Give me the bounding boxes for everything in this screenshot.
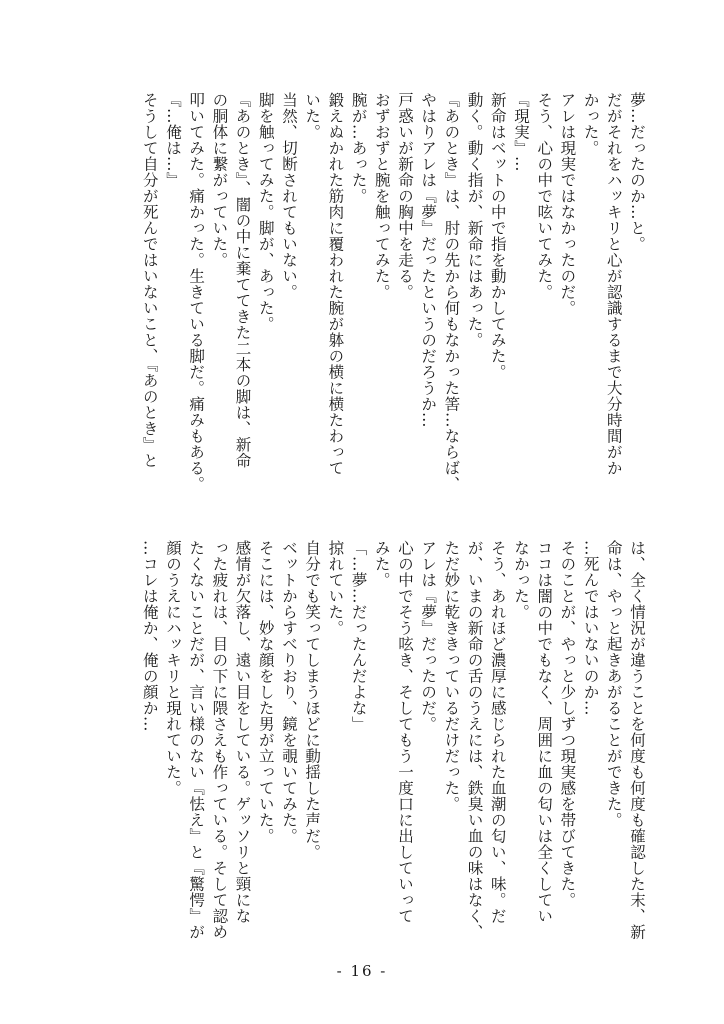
text-line: おずおずと腕を触ってみた。 — [372, 92, 391, 300]
text-line: そうして自分が死んではいないこと、『あのとき』と — [140, 92, 159, 469]
text-line: みた。 — [372, 540, 391, 588]
text-line: は、全く情況が違うことを何度も何度も確認した末、新 — [628, 540, 646, 940]
text-line: いた。 — [303, 92, 322, 140]
text-line: の胴体に繋がっていた。 — [210, 92, 229, 268]
text-line: 自分でも笑ってしまうほどに動揺した声だ。 — [303, 540, 322, 860]
text-line: 当然、切断されてもいない。 — [279, 92, 298, 300]
text-line: そのことが、やっと少しずつ現実感を帯びてきた。 — [558, 540, 577, 908]
text-line: 「…夢…だったんだよな」 — [349, 540, 368, 732]
text-line: 心の中でそう呟き、そしてもう一度口に出していって — [395, 540, 414, 924]
text-line: たくないことだが、言い様のない『怯え』と『驚愕』が — [187, 540, 206, 940]
text-line: 鍛えぬかれた筋肉に覆われた腕が躰の横に横たわって — [326, 92, 345, 476]
text-line: 腕が…あった。 — [349, 92, 368, 204]
text-line: そう、心の中で呟いてみた。 — [535, 92, 554, 300]
text-line: ココは闇の中でもなく、周囲に血の匂いは全くしてい — [535, 540, 554, 924]
text-line: だがそれをハッキリと心が認識するまで大分時間がか — [604, 92, 623, 476]
text-line: った疲れは、目の下に隈さえも作っている。そして認め — [210, 540, 229, 940]
text-line: 叩いてみた。痛かった。生きている脚だ。痛みもある。 — [187, 92, 206, 492]
text-line: 夢…だったのか…と。 — [628, 92, 646, 252]
text-line: そう、あれほど濃厚に感じられた血潮の匂い、味。だ — [488, 540, 507, 924]
text-line: 命は、やっと起きあがることができた。 — [604, 540, 623, 828]
text-line: そこには、妙な顔をした男が立っていた。 — [256, 540, 275, 844]
text-line: アレは現実ではなかったのだ。 — [558, 92, 577, 316]
text-column-bottom — [78, 540, 648, 940]
page-number: - 16 - — [336, 962, 388, 980]
text-line: ただ妙に乾ききっているだけだった。 — [442, 540, 461, 812]
text-line: 新命はベットの中で指を動かしてみた。 — [488, 92, 507, 380]
text-line: 感情が欠落し、遠い目をしている。ゲッソリと頸にな — [233, 540, 252, 924]
text-line: アレは『夢』だったのだ。 — [419, 540, 438, 732]
text-line: かった。 — [581, 92, 600, 156]
text-line: 掠れていた。 — [326, 540, 345, 636]
text-line: 『あのとき』は、肘の先から何もなかった筈…ならば、 — [442, 92, 461, 492]
text-line: ベットからすべりおり、鏡を覗いてみた。 — [279, 540, 298, 844]
text-line: が、いまの新命の舌のうえには、鉄臭い血の味はなく、 — [465, 540, 484, 940]
text-line: なかった。 — [511, 540, 530, 620]
text-line: やはりアレは『夢』だったというのだろうか… — [419, 92, 438, 428]
text-line: 顔のうえにハッキリと現れていた。 — [163, 540, 182, 796]
text-line: 『…俺は…』 — [163, 92, 182, 188]
text-line: …死んではいないのか… — [581, 540, 600, 716]
text-line: 動く。動く指が、新命にはあった。 — [465, 92, 484, 348]
text-line: …コレは俺か、俺の顔か… — [140, 540, 159, 732]
text-line: 戸惑いが新命の胸中を走る。 — [395, 92, 414, 300]
text-column-top — [78, 92, 648, 497]
text-line: 『現実』… — [511, 92, 530, 172]
text-line: 『あのとき』、闇の中に棄ててきた二本の脚は、新命 — [233, 92, 252, 469]
text-line: 脚を触ってみた。脚が、あった。 — [256, 92, 275, 332]
